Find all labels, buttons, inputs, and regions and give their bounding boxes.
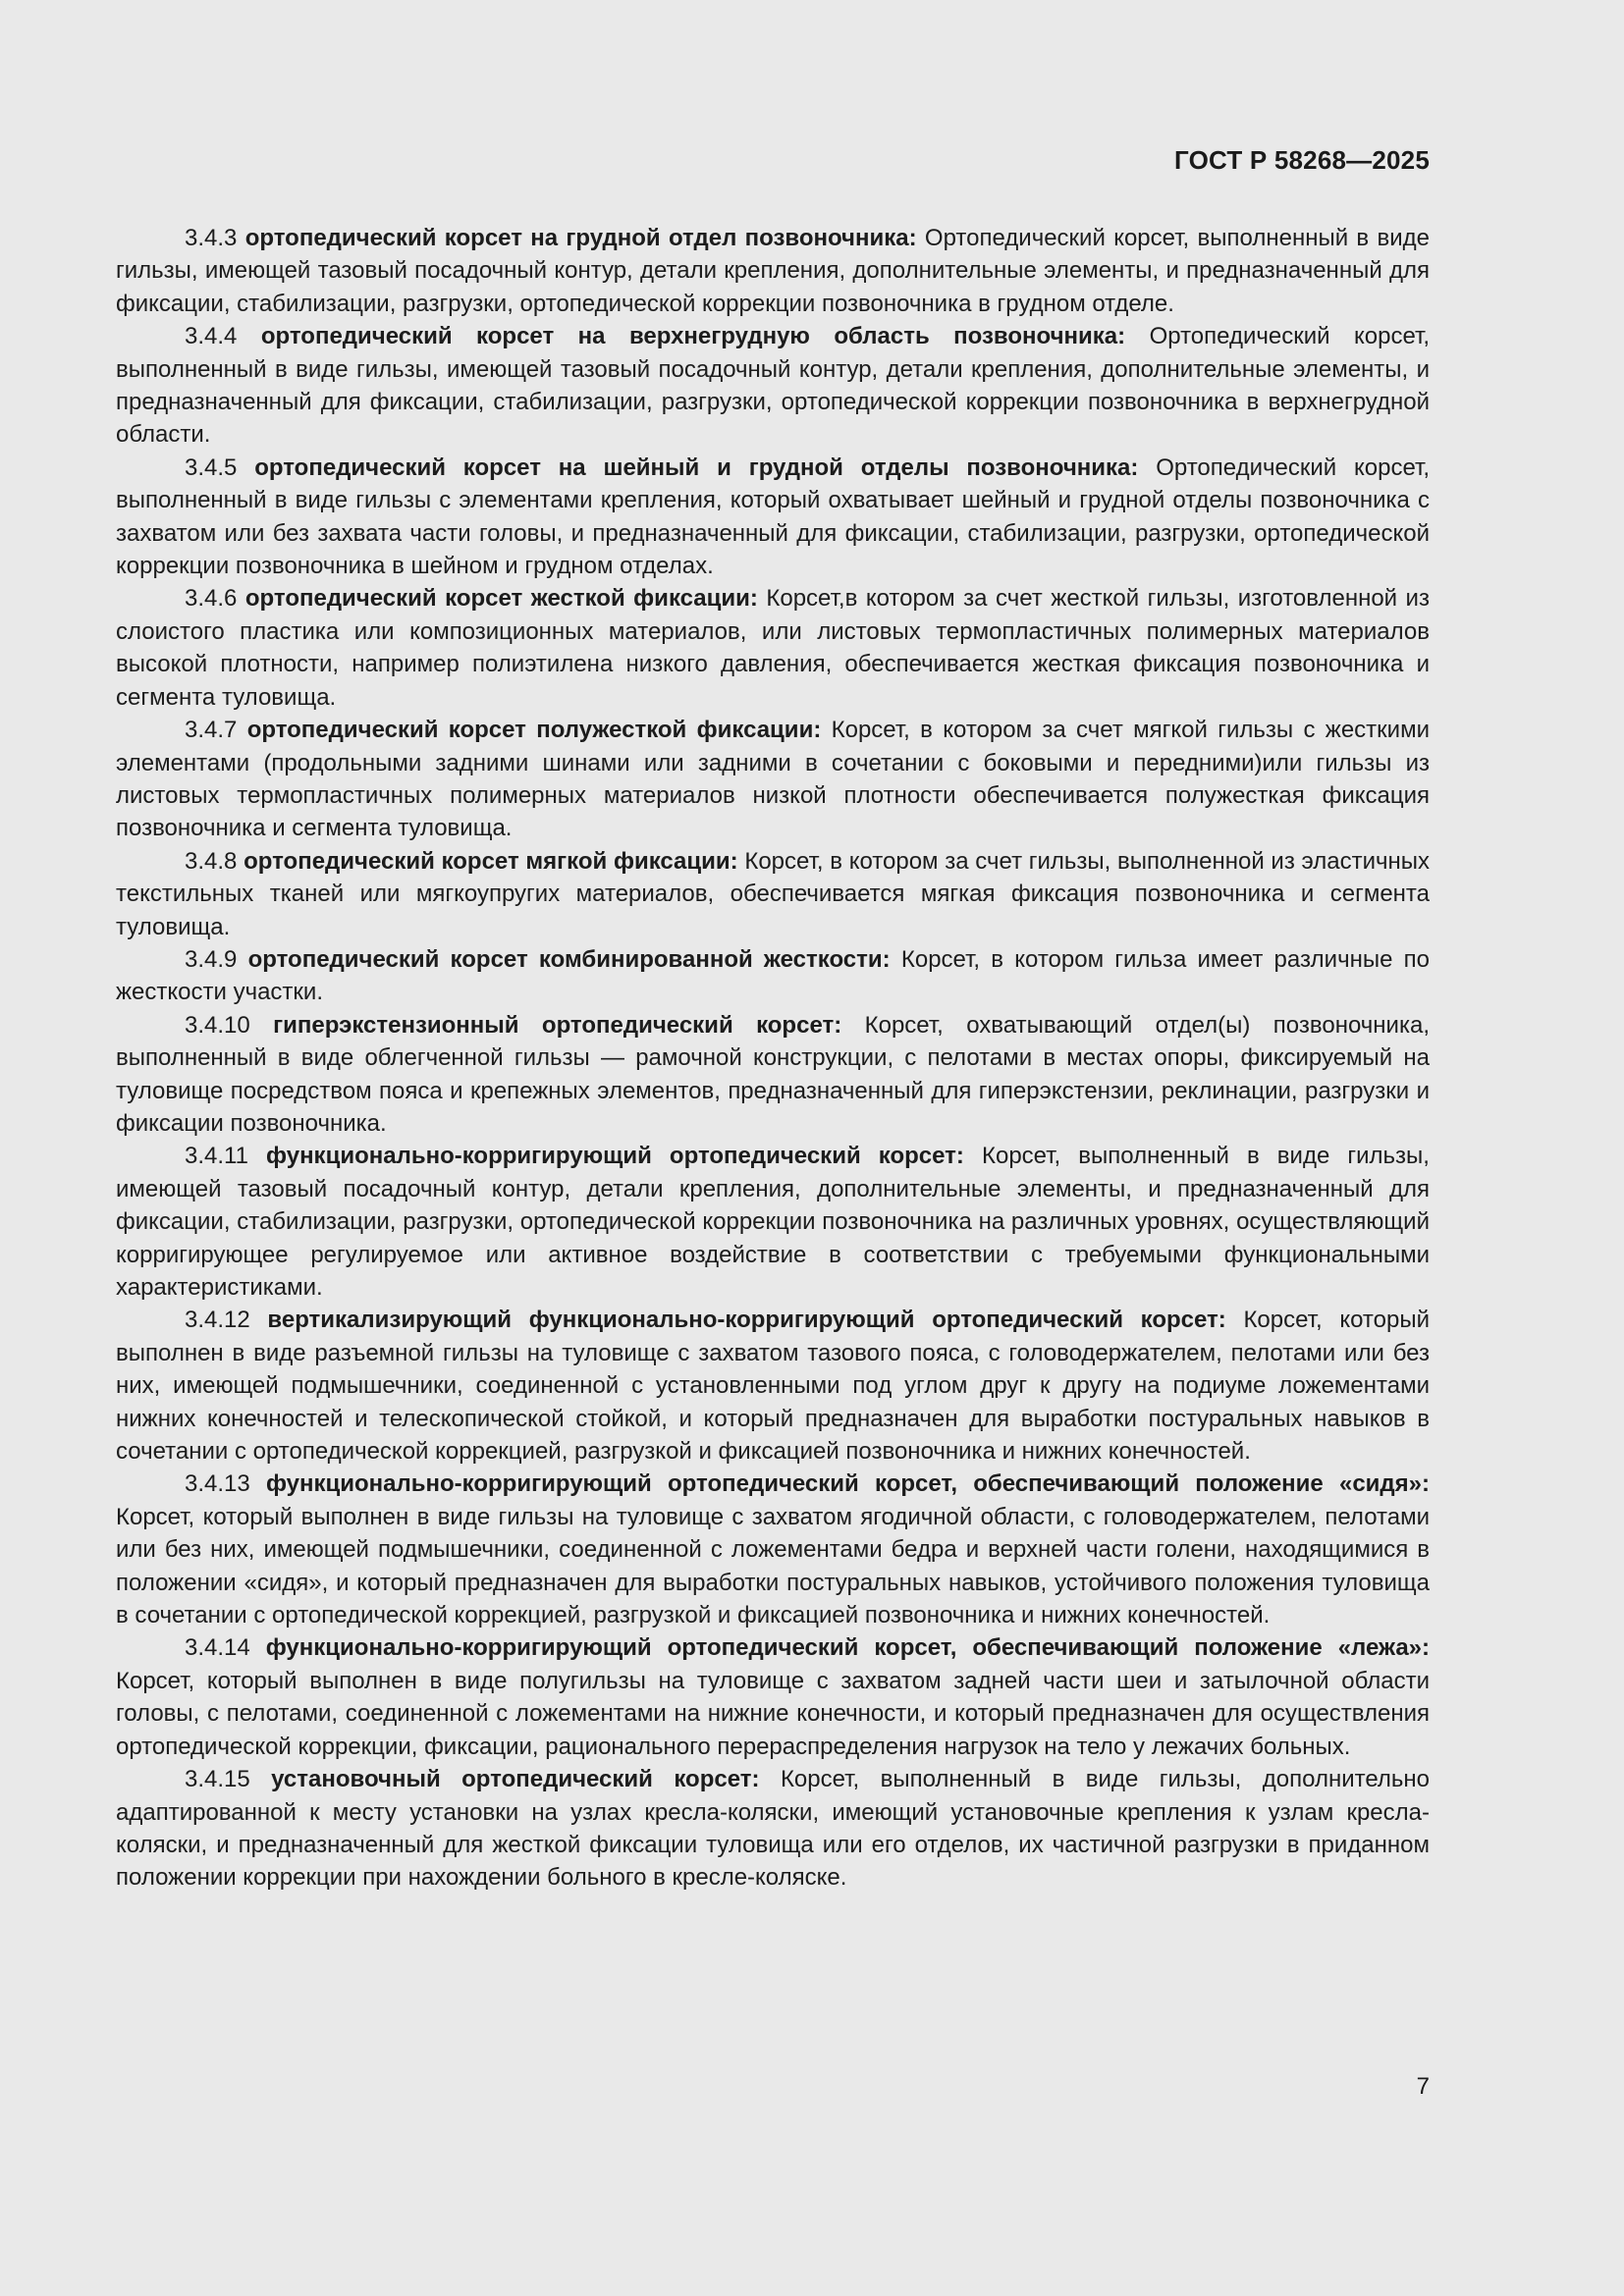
term-number: 3.4.5 — [185, 454, 238, 481]
term-name: вертикализирующий функционально-корригирующий ортопедический корсет: — [267, 1307, 1226, 1334]
term-number: 3.4.11 — [185, 1143, 248, 1170]
term-definition: Корсет, в котором за счет мягкой гильзы с жесткими элементами (продольными задними шинами или задними в сочетании с боковыми и передними)или гильзы из листовых термопластичных полимерных материалов низкой плотности обеспечивается полужесткая фиксация позвоночника и сегмента туловища. — [116, 717, 1430, 842]
term-name: ортопедический корсет на шейный и грудной отделы позвоночника: — [254, 454, 1139, 481]
term-definition: Корсет, в котором за счет гильзы, выполненной из эластичных текстильных тканей или мягкоупругих материалов, обеспечивается мягкая фиксация позвоночника и сегмента туловища. — [116, 847, 1431, 940]
term-number: 3.4.12 — [185, 1307, 250, 1334]
term-number: 3.4.8 — [185, 847, 238, 875]
term-definition: Корсет, выполненный в виде гильзы, имеющей тазовый посадочный контур, детали крепления, дополнительные элементы, и предназначенный для фиксации, стабилизации, разгрузки, ортопедической коррекции позвоночника на различных уровнях, осуществляющий корригирующее регулируемое или активное воздействие в соответствии с требуемыми функциональными характеристиками. — [116, 1143, 1430, 1301]
term-definition: Ортопедический корсет, выполненный в виде гильзы с элементами крепления, который охватывает шейный и грудной отделы позвоночника с захватом или без захвата части головы, и предназначенный для фиксации, стабилизации, разгрузки, ортопедической коррекции позвоночника в шейном и грудном отделах. — [116, 454, 1430, 580]
term-number: 3.4.9 — [185, 945, 238, 973]
term-name: функционально-корригирующий ортопедический корсет, обеспечивающий положение «сидя»: — [265, 1470, 1431, 1498]
term-name: ортопедический корсет полужесткой фиксации: — [246, 717, 822, 744]
term-name: функционально-корригирующий ортопедический корсет, обеспечивающий положение «лежа»: — [265, 1634, 1431, 1662]
term-3-4-14 — [116, 1631, 1430, 1763]
term-3-4-13 — [116, 1468, 1430, 1631]
term-number: 3.4.7 — [185, 717, 238, 744]
term-name: ортопедический корсет на грудной отдел позвоночника: — [244, 225, 917, 251]
term-3-4-3 — [116, 222, 1430, 320]
term-number: 3.4.6 — [185, 585, 238, 613]
term-definition: Корсет, выполненный в виде гильзы, дополнительно адаптированной к месту установки на узлах кресла-коляски, имеющий установочные крепления к узлам кресла-коляски, и предназначенный для жесткой фиксации туловища или его отделов, их частичной разгрузки в приданном положении коррекции при нахождении больного в кресле-коляске. — [116, 1766, 1430, 1892]
term-3-4-11 — [116, 1140, 1430, 1304]
term-number: 3.4.15 — [185, 1766, 250, 1793]
term-name: ортопедический корсет жесткой фиксации: — [244, 585, 758, 613]
term-name: установочный ортопедический корсет: — [271, 1766, 760, 1793]
term-number: 3.4.14 — [185, 1634, 250, 1662]
term-name: ортопедический корсет мягкой фиксации: — [244, 847, 738, 875]
standard-number-header: ГОСТ Р 58268—2025 — [1174, 145, 1430, 175]
term-name: гиперэкстензионный ортопедический корсет: — [273, 1011, 842, 1039]
term-3-4-8 — [116, 845, 1430, 943]
term-definition: Корсет, который выполнен в виде гильзы на туловище с захватом ягодичной области, с головодержателем, пелотами или без них, имеющей подмышечники, соединенной с ложементами бедра и верхней части голени, находящимися в положении «сидя», и который предназначен для выработки постуральных навыков, устойчивого положения туловища в сочетании с ортопедической коррекцией, разгрузкой и фиксацией позвоночника и нижних конечностей. — [116, 1503, 1430, 1629]
term-number: 3.4.4 — [185, 323, 238, 350]
term-3-4-7 — [116, 714, 1430, 845]
term-definition: Корсет, который выполнен в виде полугильзы на туловище с захватом задней части шеи и затылочной области головы, с пелотами, соединенной с ложементами на нижние конечности, и который предназначен для осуществления ортопедической коррекции, фиксации, рационального перераспределения нагрузок на тело у лежачих больных. — [116, 1667, 1430, 1760]
term-definition: Ортопедический корсет, выполненный в виде гильзы, имеющей тазовый посадочный контур, детали крепления, дополнительные элементы, и предназначенный для фиксации, стабилизации, разгрузки, ортопедической коррекции позвоночника в верхнегрудной области. — [116, 323, 1430, 449]
term-3-4-12 — [116, 1304, 1430, 1468]
page-number: 7 — [1416, 2073, 1430, 2100]
term-3-4-9 — [116, 943, 1430, 1009]
term-3-4-5 — [116, 452, 1430, 583]
term-name: ортопедический корсет комбинированной жесткости: — [247, 945, 891, 973]
term-3-4-10 — [116, 1009, 1430, 1141]
term-definition: Ортопедический корсет, выполненный в виде гильзы, имеющей тазовый посадочный контур, детали крепления, дополнительные элементы, и предназначенный для фиксации, стабилизации, разгрузки, ортопедической коррекции позвоночника в грудном отделе. — [116, 225, 1431, 317]
term-name: ортопедический корсет на верхнегрудную область позвоночника: — [260, 323, 1126, 350]
term-number: 3.4.10 — [185, 1011, 250, 1039]
term-name: функционально-корригирующий ортопедический корсет: — [266, 1143, 964, 1170]
term-number: 3.4.13 — [185, 1470, 250, 1498]
term-3-4-6 — [116, 582, 1430, 714]
term-definition: Корсет,в котором за счет жесткой гильзы, изготовленной из слоистого пластика или композиционных материалов, или листовых термопластичных полимерных материалов высокой плотности, например полиэтилена низкого давления, обеспечивается жесткая фиксация позвоночника и сегмента туловища. — [116, 585, 1430, 711]
term-definition: Корсет, в котором гильза имеет различные по жесткости участки. — [116, 945, 1430, 1006]
term-3-4-15 — [116, 1763, 1430, 1895]
term-definition: Корсет, охватывающий отдел(ы) позвоночника, выполненный в виде облегченной гильзы — рамочной конструкции, с пелотами в местах опоры, фиксируемый на туловище посредством пояса и крепежных элементов, предназначенный для гиперэкстензии, реклинации, разгрузки и фиксации позвоночника. — [116, 1011, 1430, 1137]
term-number: 3.4.3 — [185, 225, 238, 251]
term-3-4-4 — [116, 320, 1430, 452]
term-definition: Корсет, который выполнен в виде разъемной гильзы на туловище с захватом тазового пояса, с головодержателем, пелотами или без них, имеющей подмышечники, соединенной с установленными под углом друг к другу на подиуме ложементами нижних конечностей и телескопической стойкой, и который предназначен для выработки постуральных навыков в сочетании с ортопедической коррекцией, разгрузкой и фиксацией позвоночника и нижних конечностей. — [116, 1307, 1430, 1466]
terms-section — [116, 222, 1430, 1895]
